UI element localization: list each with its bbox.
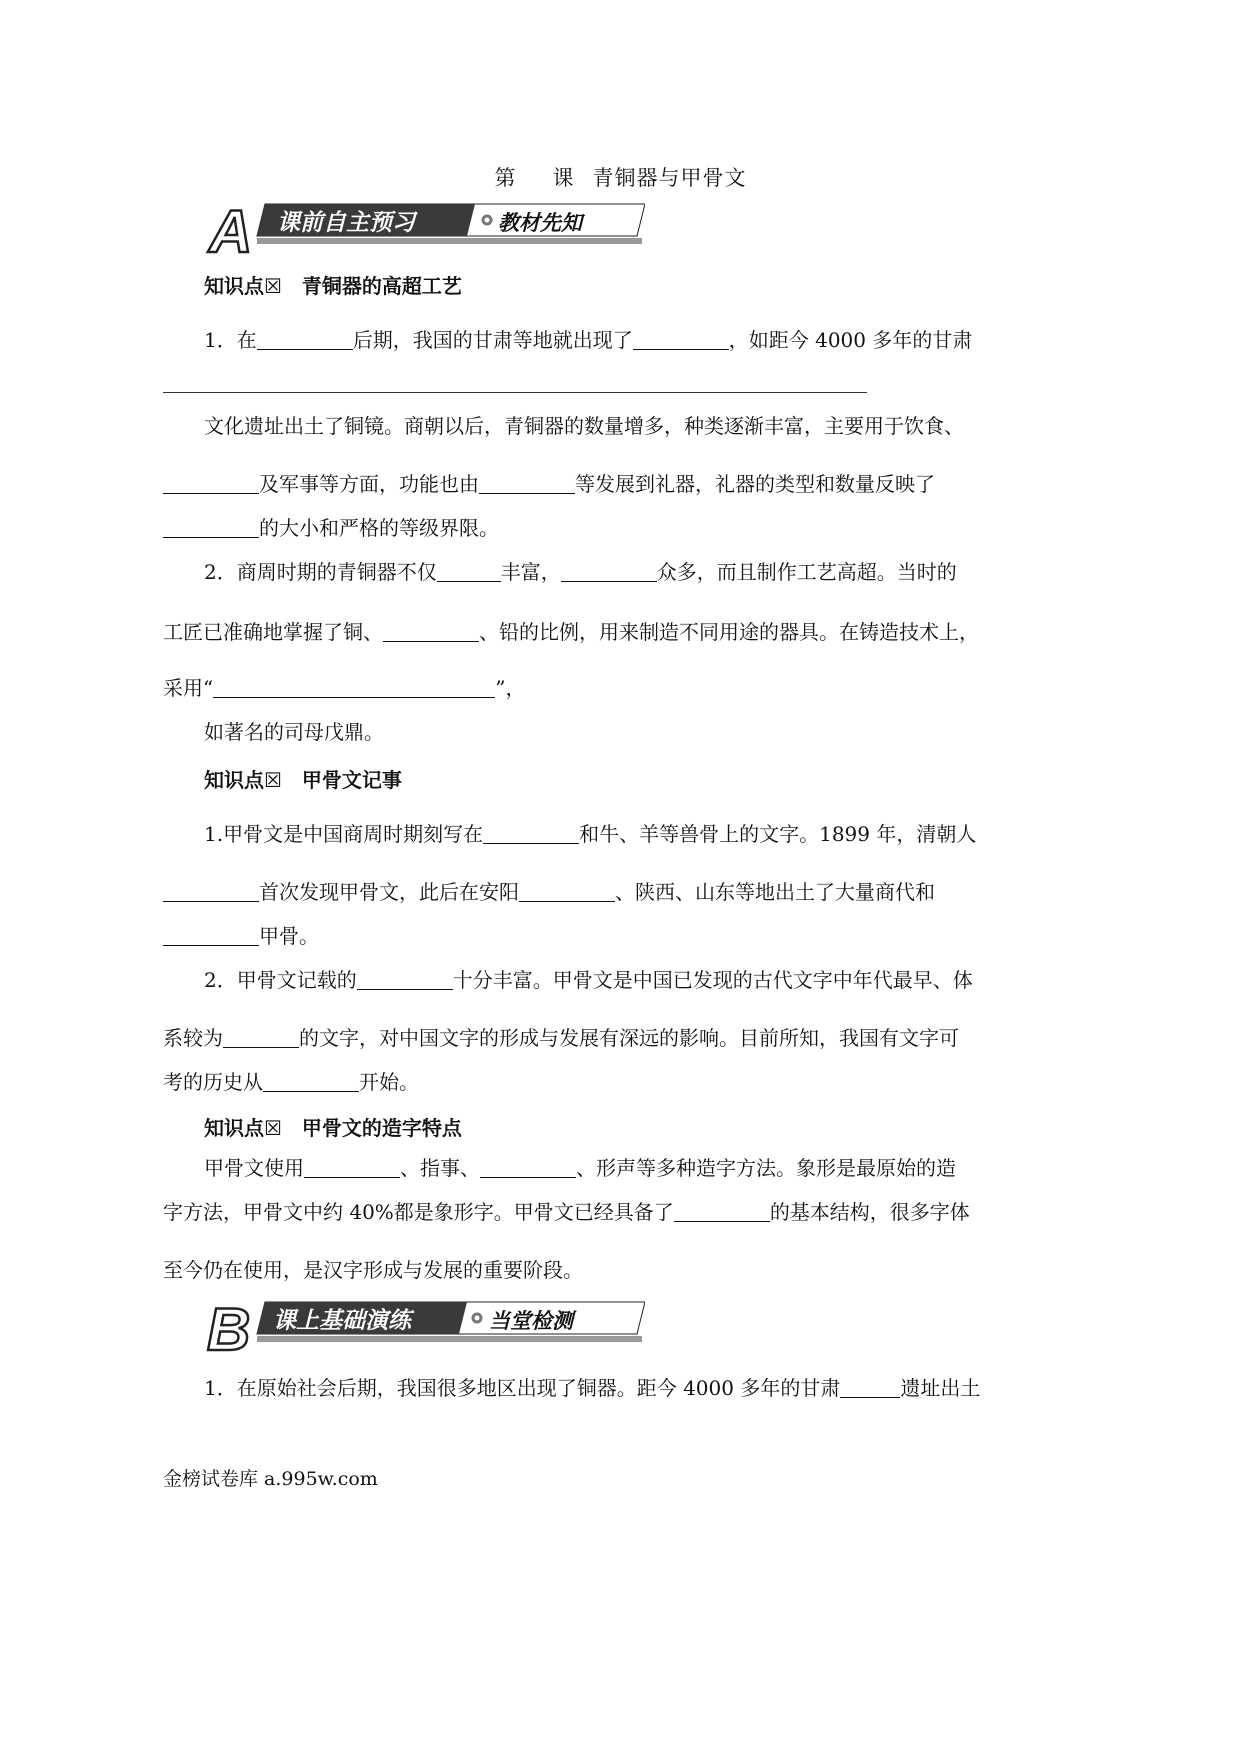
blank[interactable] [213, 677, 495, 698]
blank[interactable] [163, 881, 259, 902]
kp1-heading: 知识点☒ 青铜器的高超工艺 [204, 274, 462, 298]
kp2-heading: 知识点☒ 甲骨文记事 [204, 768, 402, 792]
blank[interactable] [519, 881, 615, 902]
blank[interactable] [479, 473, 575, 494]
section-b-letter: B [207, 1296, 251, 1363]
blank[interactable] [483, 823, 579, 844]
kp3-line1: 甲骨文使用 、指事、 、形声等多种造字方法。象形是最原始的造 [204, 1156, 956, 1180]
kp3-line2: 字方法，甲骨文中约 40%都是象形字。甲骨文已经具备了 的基本结构，很多字体 [163, 1200, 970, 1224]
blank[interactable] [357, 969, 453, 990]
blank[interactable] [163, 925, 259, 946]
title-name: 青铜器与甲骨文 [592, 166, 747, 190]
kp1-q1-line4: 的大小和严格的等级界限。 [163, 516, 499, 540]
blank[interactable] [633, 329, 729, 350]
title-lesson: 第 [494, 166, 517, 190]
kp2-q1-line1: 1.甲骨文是中国商周时期刻写在 和牛、羊等兽骨上的文字。1899 年，清朝人 [204, 822, 977, 846]
kp2-q1-line2: 首次发现甲骨文，此后在安阳 、陕西、山东等地出土了大量商代和 [163, 880, 935, 904]
blank[interactable] [840, 1377, 900, 1398]
kp1-q2-line2: 工匠已准确地掌握了铜、 、铅的比例，用来制造不同用途的器具。在铸造技术上， [163, 620, 979, 644]
kp1-q1-line1: 1．在 后期，我国的甘肃等地就出现了 ，如距今 4000 多年的甘肃 [204, 328, 973, 352]
kp1-q1-line3: 及军事等方面，功能也由 等发展到礼器，礼器的类型和数量反映了 [163, 472, 935, 496]
section-b-banner [205, 1296, 645, 1364]
section-b-subtitle: 当堂检测 [489, 1309, 573, 1333]
blank[interactable] [383, 621, 479, 642]
section-b-q1-line1: 1．在原始社会后期，我国很多地区出现了铜器。距今 4000 多年的甘肃 遗址出土 [204, 1376, 981, 1400]
kp3-heading: 知识点☒ 甲骨文的造字特点 [204, 1116, 462, 1140]
kp3-line3: 至今仍在使用，是汉字形成与发展的重要阶段。 [163, 1258, 583, 1282]
blank[interactable] [674, 1201, 770, 1222]
blank[interactable] [223, 1027, 299, 1048]
kp2-q2-line3: 考的历史从 开始。 [163, 1070, 419, 1094]
title-ke: 课 [552, 166, 575, 190]
kp2-q2-line2: 系较为 的文字，对中国文字的形成与发展有深远的影响。目前所知，我国有文字可 [163, 1026, 959, 1050]
kp1-q2-line4: 如著名的司母戊鼎。 [204, 720, 384, 744]
answer-line [163, 392, 867, 393]
blank[interactable] [561, 561, 657, 582]
footer-source: 金榜试卷库 a.995w.com [163, 1468, 378, 1490]
blank[interactable] [480, 1157, 576, 1178]
kp2-q1-line3: 甲骨。 [163, 924, 319, 948]
blank[interactable] [163, 473, 259, 494]
kp1-q2-line3: 采用“ ”， [163, 676, 526, 700]
section-a-banner [205, 198, 645, 266]
blank[interactable] [163, 517, 259, 538]
blank[interactable] [263, 1071, 359, 1092]
blank[interactable] [304, 1157, 400, 1178]
kp1-q1-line2: 文化遗址出土了铜镜。商朝以后，青铜器的数量增多，种类逐渐丰富，主要用于饮食、 [204, 414, 964, 438]
kp1-q2-line1: 2．商周时期的青铜器不仅 丰富， 众多，而且制作工艺高超。当时的 [204, 560, 957, 584]
section-a-letter: A [209, 198, 253, 265]
section-a-subtitle: 教材先知 [498, 211, 582, 235]
section-a-main-title: 课前自主预习 [277, 210, 415, 236]
section-b-main-title: 课上基础演练 [273, 1308, 411, 1334]
blank[interactable] [437, 561, 501, 582]
page-title [0, 162, 1241, 192]
kp2-q2-line1: 2．甲骨文记载的 十分丰富。甲骨文是中国已发现的古代文字中年代最早、体 [204, 968, 973, 992]
blank[interactable] [257, 329, 353, 350]
